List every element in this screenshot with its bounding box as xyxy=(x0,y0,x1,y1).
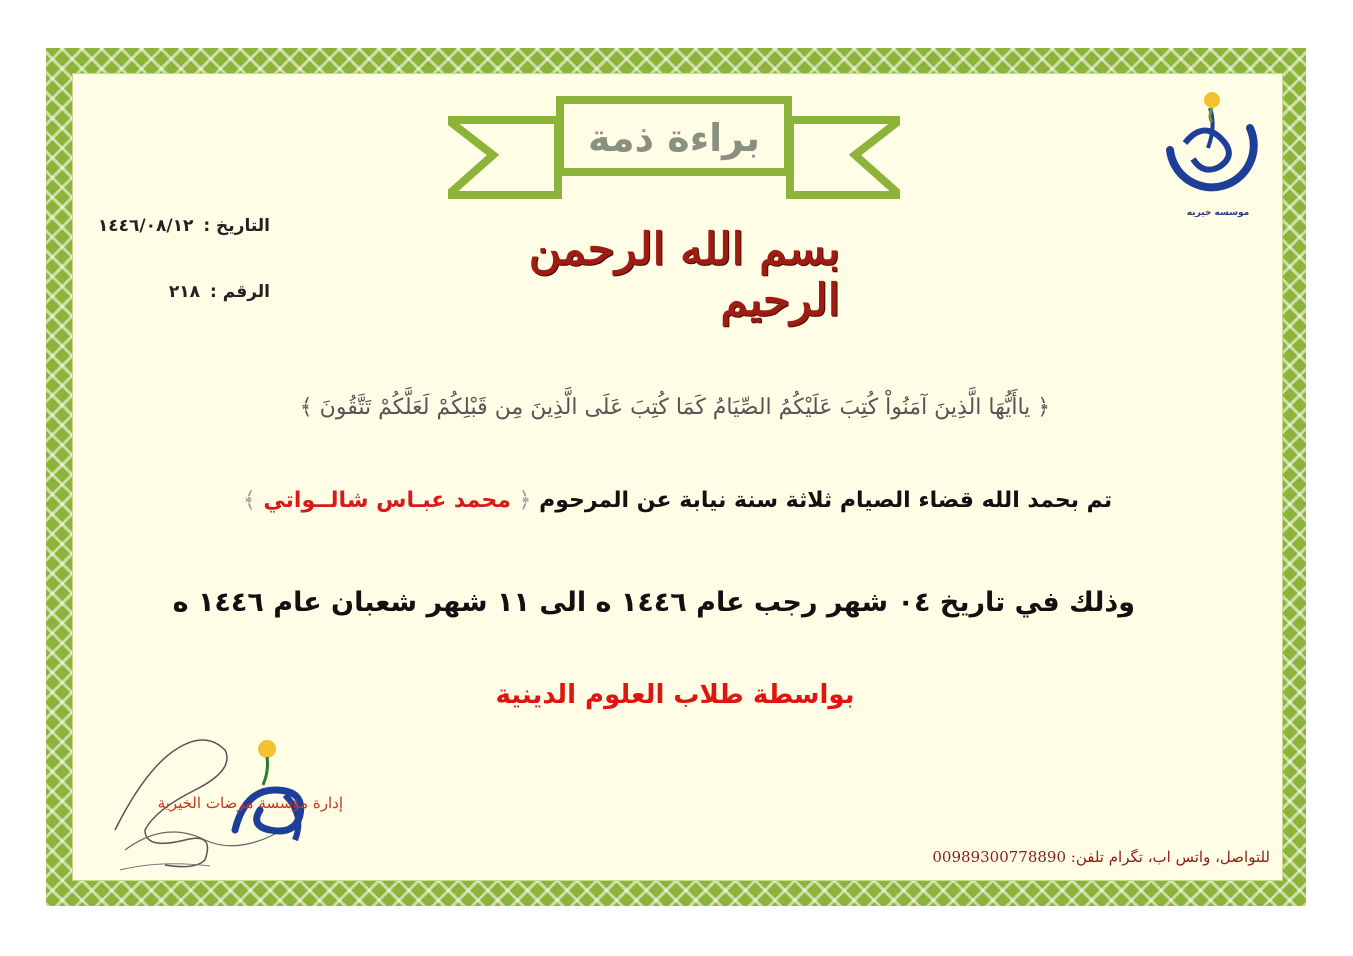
number-line xyxy=(169,282,270,302)
basmala-calligraphy: بسم الله الرحمن الرحيم xyxy=(528,223,840,326)
bracket-open: ﴿ xyxy=(518,488,532,513)
date-line xyxy=(98,216,270,236)
period-line: وذلك في تاريخ ٠٤ شهر رجب عام ١٤٤٦ ه الى ١١ شهر شعبان عام ١٤٤٦ ه xyxy=(172,587,1135,618)
contact-line xyxy=(800,848,1270,866)
quran-verse: ﴿ ياأَيُّهَا الَّذِينَ آمَنُواْ كُتِبَ عَلَيْكُمُ الصِّيَامُ كَمَا كُتِبَ عَلَى الَّذِينَ مِن قَبْلِكُمْ لَعَلَّكُمْ تَتَّقُونَ ﴾ xyxy=(299,395,1051,420)
contact-label: للتواصل، واتس اب، تگرام تلفن: xyxy=(1070,848,1270,866)
deceased-name: محمد عبـاس شالــواتي xyxy=(263,488,511,513)
number-label: الرقم : xyxy=(210,282,270,302)
date-label: التاريخ : xyxy=(203,216,270,236)
statement-line xyxy=(195,488,1160,513)
signature-caption: إدارة مؤسسة مرضات الخيرية xyxy=(157,794,343,812)
logo-caption: موسسه خیریه xyxy=(1186,208,1250,218)
number-value: ٢١٨ xyxy=(168,282,201,302)
certificate-title: براءة ذمة xyxy=(587,116,761,160)
date-value: ١٤٤٦/٠٨/١٢ xyxy=(97,216,194,236)
bracket-close: ﴾ xyxy=(242,488,256,513)
statement-prefix: تم بحمد الله قضاء الصيام ثلاثة سنة نيابة عن المرحوم xyxy=(539,488,1113,513)
performed-by: بواسطة طلاب العلوم الدينية xyxy=(495,680,855,710)
contact-phone: 00989300778890 xyxy=(932,848,1066,866)
charity-logo-icon xyxy=(1150,88,1270,208)
